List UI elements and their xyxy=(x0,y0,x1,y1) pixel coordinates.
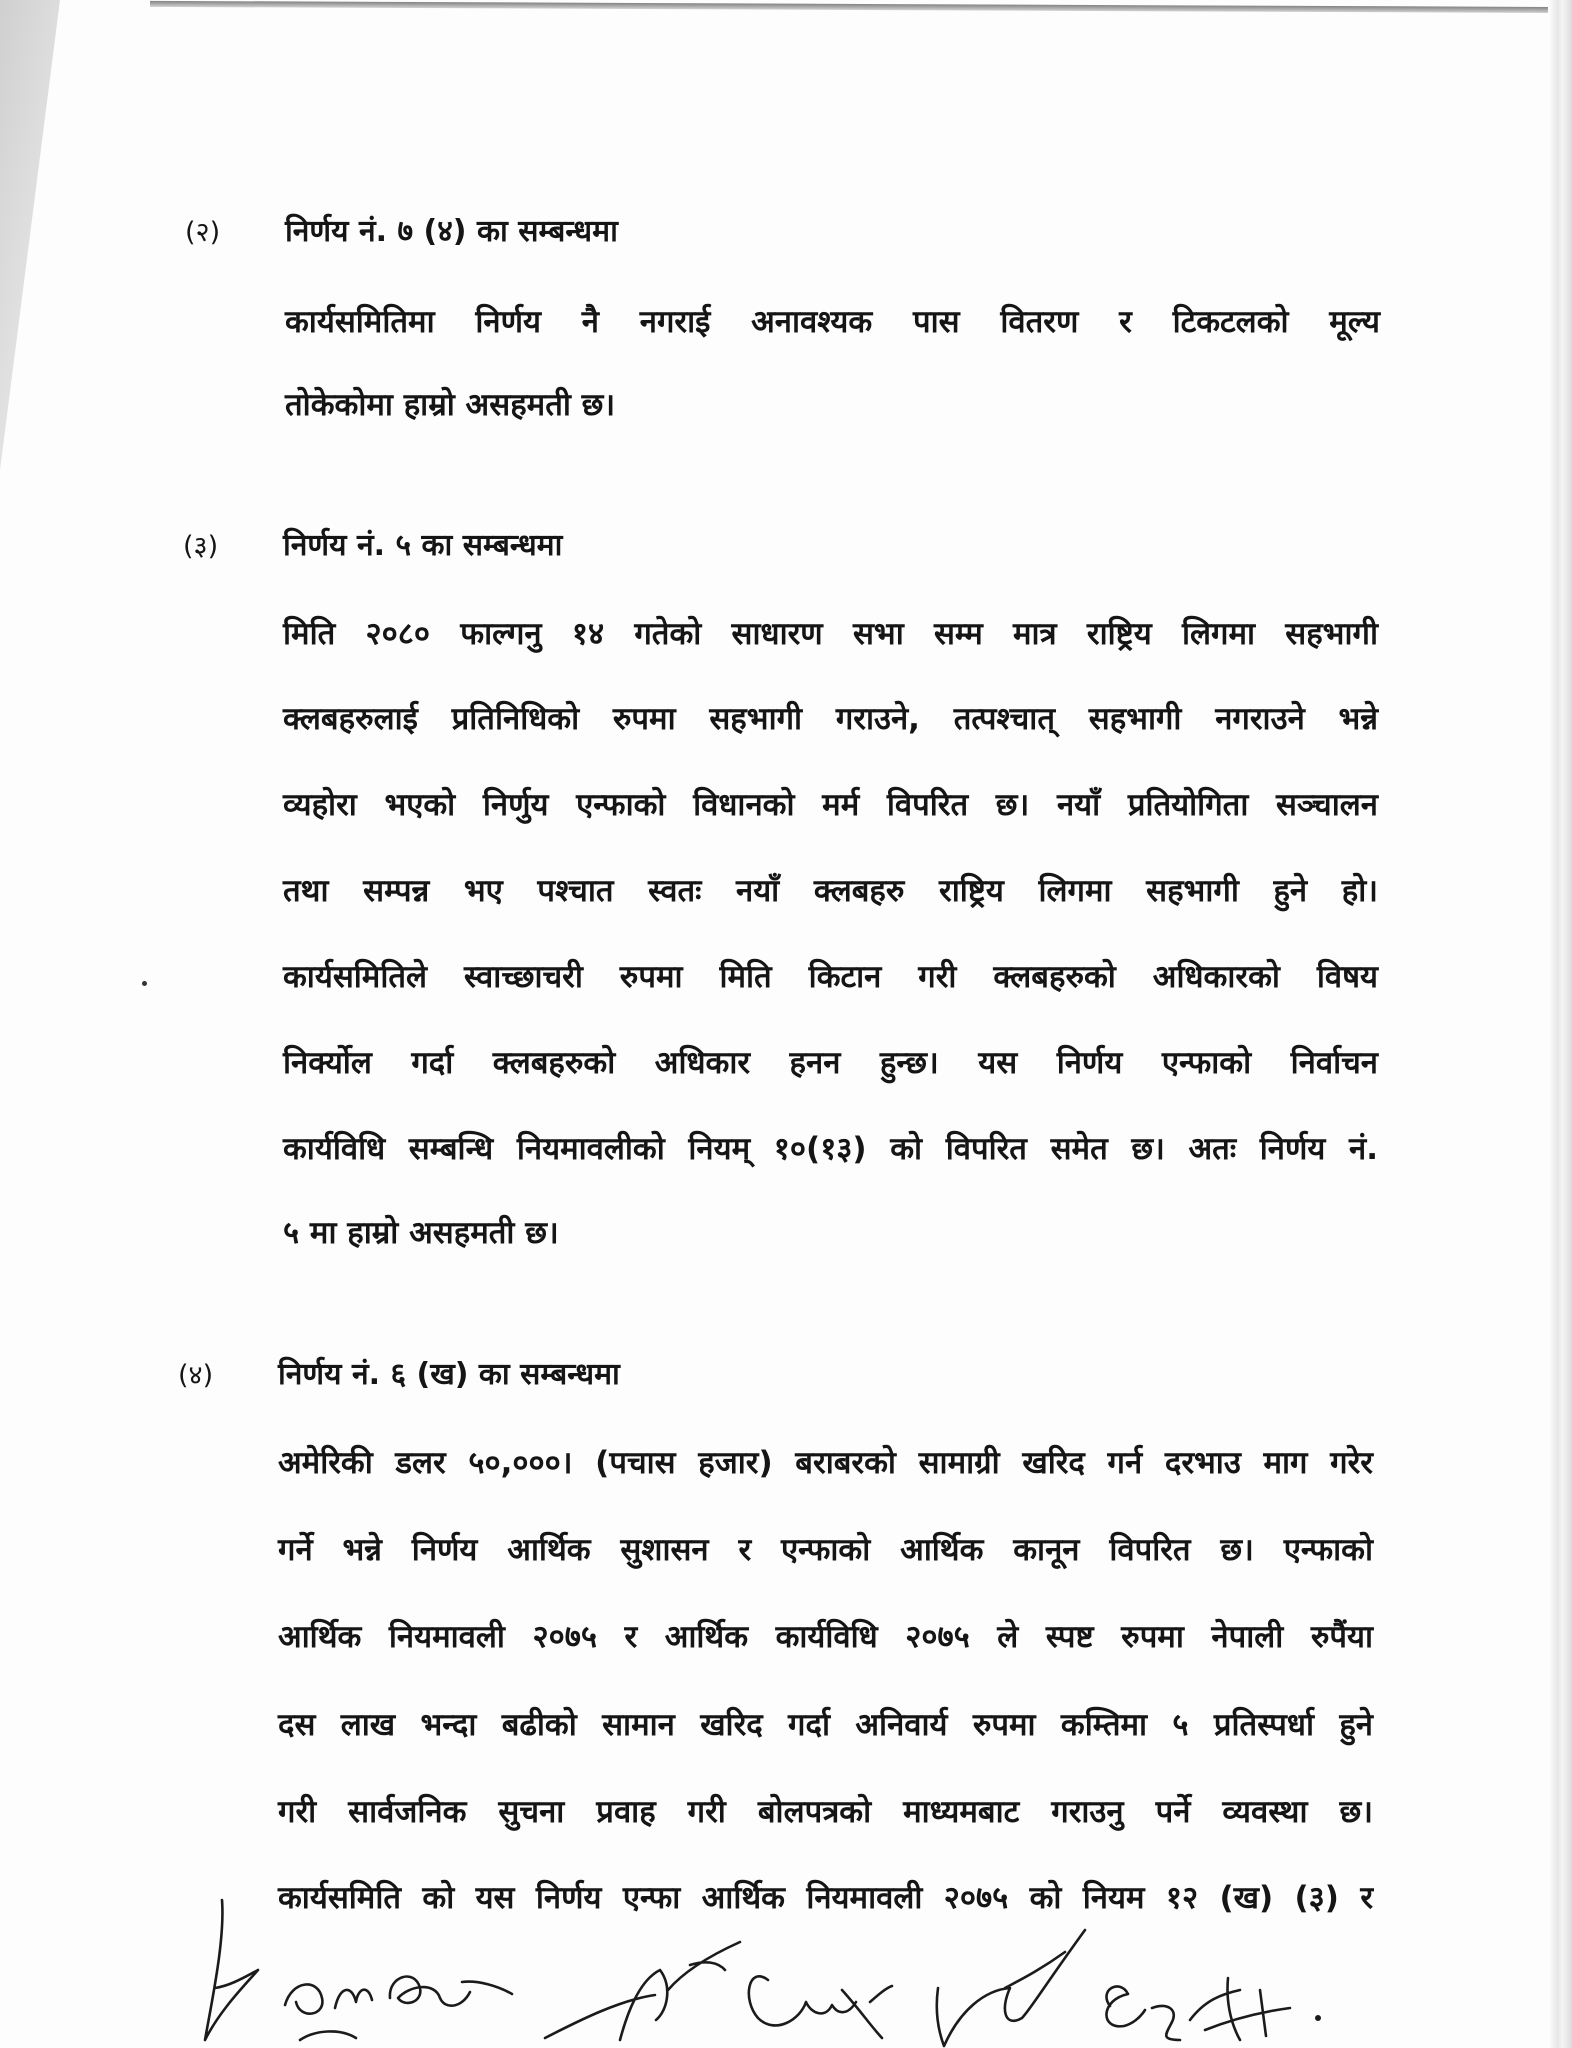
paragraph-line: मिति २०८० फाल्गनु १४ गतेको साधारण सभा सम्म मात्र राष्ट्रिय लिगमा सहभागी xyxy=(283,616,1378,652)
section-title: निर्णय नं. ५ का सम्बन्धमा xyxy=(283,528,563,563)
paragraph-line: गर्ने भन्ने निर्णय आर्थिक सुशासन र एन्फाको आर्थिक कानून विपरित छ। एन्फाको xyxy=(278,1532,1373,1568)
signature-3 xyxy=(545,1942,740,2040)
signature-4 xyxy=(749,1976,892,2038)
section-title: निर्णय नं. ६ (ख) का सम्बन्धमा xyxy=(278,1357,620,1392)
paragraph-line: तथा सम्पन्न भए पश्चात स्वतः नयाँ क्लबहरु राष्ट्रिय लिगमा सहभागी हुने हो। xyxy=(283,873,1378,909)
paragraph-line: कार्यसमितिले स्वाच्छाचरी रुपमा मिति किटान गरी क्लबहरुको अधिकारको विषय xyxy=(283,959,1378,995)
signature-5 xyxy=(937,1930,1085,2046)
section-4 xyxy=(178,1355,1378,1916)
section-heading xyxy=(178,1355,1378,1395)
section-number: (३) xyxy=(183,531,219,562)
paragraph-line: अमेरिकी डलर ५०,०००। (पचास हजार) बराबरको सामाग्री खरिद गर्न दरभाउ माग गरेर xyxy=(278,1445,1373,1481)
section-title: निर्णय नं. ७ (४) का सम्बन्धमा xyxy=(285,214,618,249)
section-heading xyxy=(183,526,1383,566)
paragraph-line: क्लबहरुलाई प्रतिनिधिको रुपमा सहभागी गराउने, तत्पश्चात् सहभागी नगराउने भन्ने xyxy=(283,701,1378,737)
paragraph-line: निर्क्योल गर्दा क्लबहरुको अधिकार हनन हुन्छ। यस निर्णय एन्फाको निर्वाचन xyxy=(283,1045,1378,1081)
paragraph-line: कार्यसमितिमा निर्णय नै नगराई अनावश्यक पास वितरण र टिकटलको मूल्य xyxy=(285,304,1380,340)
section-3 xyxy=(183,526,1383,1251)
paragraph-line: ५ मा हाम्रो असहमती छ। xyxy=(283,1215,559,1251)
paragraph-line: गरी सार्वजनिक सुचना प्रवाह गरी बोलपत्रको माध्यमबाट गराउनु पर्ने व्यवस्था छ। xyxy=(278,1794,1373,1830)
paragraph-line: दस लाख भन्दा बढीको सामान खरिद गर्दा अनिवार्य रुपमा कम्तिमा ५ प्रतिस्पर्धा हुने xyxy=(278,1707,1373,1743)
paragraph-line: कार्यसमिति को यस निर्णय एन्फा आर्थिक नियमावली २०७५ को नियम १२ (ख) (३) र xyxy=(278,1880,1373,1916)
signature-1 xyxy=(205,1900,258,2040)
section-2 xyxy=(185,212,1385,423)
paragraph-line: व्यहोरा भएको निर्णुय एन्फाको विधानको मर्म विपरित छ। नयाँ प्रतियोगिता सञ्चालन xyxy=(283,787,1378,823)
signatures-row xyxy=(0,1890,1572,2048)
section-number: (२) xyxy=(185,217,221,248)
section-heading xyxy=(185,212,1385,252)
scan-top-edge xyxy=(150,1,1572,13)
signature-6 xyxy=(1106,1978,1290,2040)
paragraph-line: तोकेकोमा हाम्रो असहमती छ। xyxy=(285,387,616,423)
section-number: (४) xyxy=(178,1360,214,1391)
signature-dot xyxy=(1315,2015,1321,2021)
scan-right-edge xyxy=(1548,0,1572,2048)
paragraph-line: कार्यविधि सम्बन्धि नियमावलीको नियम् १०(१३) को विपरित समेत छ। अतः निर्णय नं. xyxy=(283,1131,1378,1167)
signature-2 xyxy=(285,1977,512,2040)
scan-fold-corner xyxy=(0,0,60,470)
stray-ink-dot xyxy=(142,981,147,986)
paragraph-line: आर्थिक नियमावली २०७५ र आर्थिक कार्यविधि २०७५ ले स्पष्ट रुपमा नेपाली रुपैंया xyxy=(278,1619,1373,1655)
